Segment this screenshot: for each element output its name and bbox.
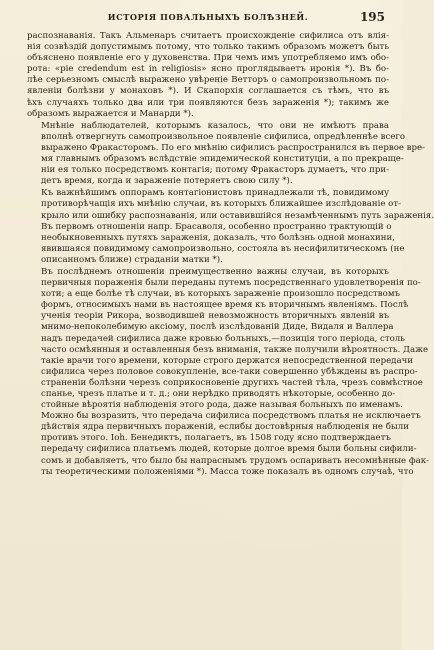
- text-line: ніи ея только посредствомъ контагія; потому Фракасторъ думаетъ, что при-: [41, 165, 389, 176]
- running-title: ИСТОРІЯ ПОВАЛЬНЫХЪ БОЛѢЗНЕЙ.: [107, 12, 309, 22]
- text-line: мнимо-непоколебимую аксіому, послѣ изслѣдованій Диде, Видаля и Валлера: [41, 322, 394, 333]
- text-line: детъ время, когда и зараженіе потеряетъ свою силу *).: [41, 176, 293, 187]
- text-line: Къ важнѣйшимъ оппорамъ контагіонистовъ принадлежали тѣ, повидимому: [41, 188, 389, 199]
- text-line: ты теоретическими положеніями *). Масса тоже показалъ въ одномъ случаѣ, что: [41, 466, 414, 477]
- paragraph: [27, 31, 389, 120]
- paragraph: [27, 120, 426, 188]
- text-line: первичныя пораженія были переданы путемъ посредственнаго удовлетворенія по-: [41, 278, 421, 289]
- page-header: [27, 10, 389, 26]
- text-line: формъ, относимыхъ нами въ настоящее время къ вторичнымъ явленіямъ. Послѣ: [41, 300, 409, 311]
- text-line: противъ этого. Ioh. Бенедиктъ, полагаетъ, въ 1508 году ясно подтверждаетъ: [41, 433, 391, 444]
- text-line: распознаванія. Такъ Альменаръ считаетъ происхожденіе сифилиса отъ влія-: [27, 31, 389, 41]
- text-line: явленіи болѣзни у монаховъ *). И Скапорхія соглашается съ тѣмъ, что въ: [27, 86, 389, 97]
- text-line: Можно бы возразить, что передача сифилиса посредствомъ платья не исключаетъ: [41, 411, 421, 422]
- text-line: нія созвѣздій допустимымъ потому, что только такимъ образомъ можетъ быть: [27, 42, 389, 53]
- text-line: дѣйствія ядра первичныхъ пораженій, еслибы достовѣрныя наблюденія не были: [41, 422, 409, 433]
- text-line: сифилиса через половое совокупленіе, все-таки совершенно убѣждены въ распро-: [41, 366, 418, 377]
- text-line: лѣе серьезномъ смыслѣ выражено увѣреніе Ветторъ о самопроизвольномъ по-: [27, 75, 389, 86]
- text-line: мя главнымъ образомъ вслѣдствіе эпидемической конституціи, а по прекраще-: [41, 154, 404, 165]
- text-line: стойные вѣроятія наблюденія этого рода, даже называя больныхъ по именамъ.: [41, 400, 403, 411]
- text-line: часто осмѣянныя и оставленныя безъ вниманія, также получили вѣроятность. Даже: [41, 344, 429, 355]
- text-line: описанномъ ближе) страданіи матки *).: [41, 254, 223, 265]
- text-line: сомъ и добавляетъ, что было бы напраснымъ трудомъ оспаривать несомнѣнные фак-: [41, 455, 430, 466]
- text-line: такіе врачи того времени, которые строго держатся непосредственной передачи: [41, 355, 413, 366]
- text-line: образомъ выражается и Манарди *).: [27, 108, 194, 119]
- text-line: выражено Фракасторомъ. По его мнѣнію сифилисъ распространился въ первое вре-: [41, 142, 426, 153]
- text-line: хоти; а еще болѣе тѣ случаи, въ которыхъ зараженіе произошло посредствомъ: [41, 289, 400, 300]
- text-line: противорѣчащія ихъ мнѣнію случаи, въ которыхъ ближайшее изслѣдованіе от-: [41, 199, 401, 210]
- text-line: надъ передачей сифилиса даже кровью больныхъ,—позиція того періода, столь: [41, 333, 405, 344]
- text-line: страненіи болѣзни черезъ соприкосновеніе другихъ частей тѣла, чрезъ совмѣстное: [41, 377, 423, 388]
- text-line: ученія теоріи Рикора, возводившей невозможность вторичныхъ явленій въ: [41, 311, 389, 322]
- text-line: явившаяся повидимому самопроизвольно, состояла въ несифилитическомъ (не: [41, 243, 405, 254]
- text-line: Въ послѣднемъ отношеніи преимущественно важны случаи, въ которыхъ: [41, 266, 389, 277]
- page-number: 195: [359, 10, 385, 24]
- paragraph: [27, 266, 430, 478]
- text-line: объяснено появленіе его у духовенства. При чемъ имъ употребляемо имъ обо-: [27, 53, 389, 64]
- body-text: [27, 31, 434, 478]
- paragraph: [27, 188, 434, 266]
- text-line: ѣхъ случаяхъ только два или три появляются безъ зараженія *); такимъ же: [27, 97, 389, 108]
- text-line: Мнѣніе наблюдателей, которымъ казалось, что они не имѣютъ права: [41, 120, 389, 131]
- text-line: вполнѣ отвергнуть самопроизвольное появленіе сифилиса, опредѣленнѣе всего: [41, 131, 406, 142]
- text-line: спанье, чрезъ платье и т. д.; они нерѣдко приводятъ нѣкоторые, особенно до-: [41, 389, 396, 399]
- text-line: Въ первомъ отношеніи напр. Брасаволя, особенно пространно трактующій о: [41, 221, 392, 232]
- text-line: рота: «pie credendum est in religiosis» ясно проглядываетъ иронія *). Въ бо-: [27, 64, 389, 75]
- text-line: передачу сифилиса платьемъ людей, которые долгое время были больны сифили-: [41, 444, 417, 455]
- text-line: необыкновенныхъ путяхъ зараженія, доказалъ, что болѣзнь одной монахини,: [41, 232, 395, 243]
- text-line: крыло или ошибку распознаванія, или оставившійся незамѣченнымъ путь зараженія.: [41, 210, 434, 221]
